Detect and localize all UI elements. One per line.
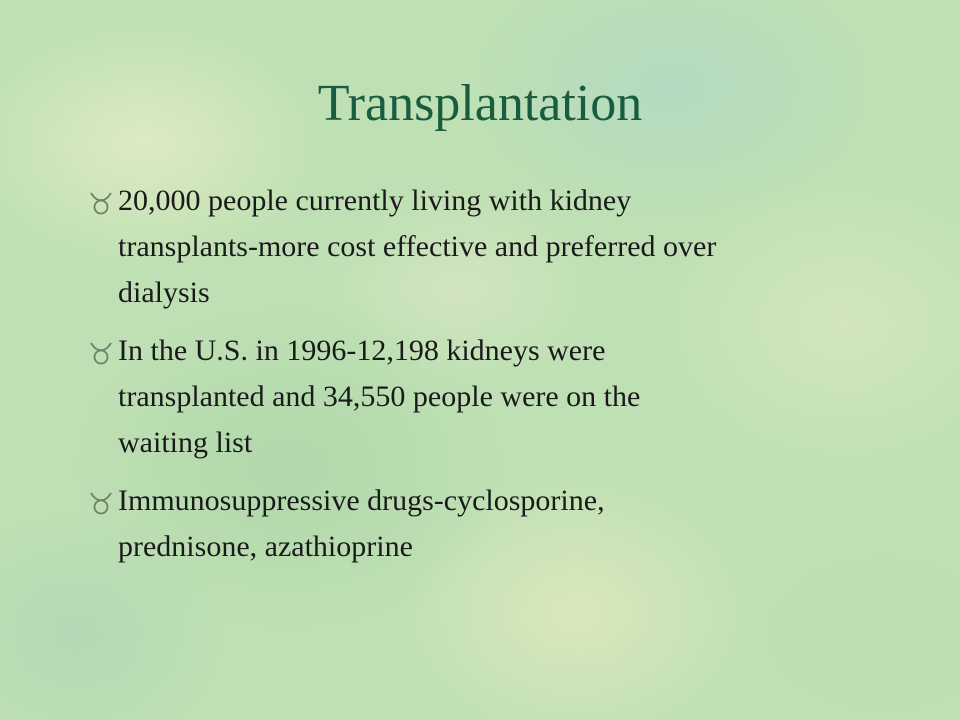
taurus-glyph-icon bbox=[88, 490, 114, 516]
bullet-line: prednisone, azathioprine bbox=[118, 530, 413, 563]
taurus-glyph-icon bbox=[88, 190, 114, 216]
bullet-list bbox=[88, 178, 888, 582]
bullet-line: transplanted and 34,550 people were on the bbox=[118, 380, 641, 413]
bullet-line: Immunosuppressive drugs-cyclosporine, bbox=[118, 484, 605, 517]
bullet-line: In the U.S. in 1996-12,198 kidneys were bbox=[118, 334, 606, 367]
bullet-line: waiting list bbox=[118, 426, 253, 459]
bullet-line: transplants-more cost effective and preferred over bbox=[118, 230, 717, 263]
bullet-item bbox=[88, 178, 888, 316]
slide-title: Transplantation bbox=[317, 75, 643, 132]
bullet-line: 20,000 people currently living with kidney bbox=[118, 184, 632, 217]
bullet-item bbox=[88, 478, 888, 570]
taurus-glyph-icon bbox=[88, 340, 114, 366]
bullet-line: dialysis bbox=[118, 276, 210, 309]
bullet-item bbox=[88, 328, 888, 466]
